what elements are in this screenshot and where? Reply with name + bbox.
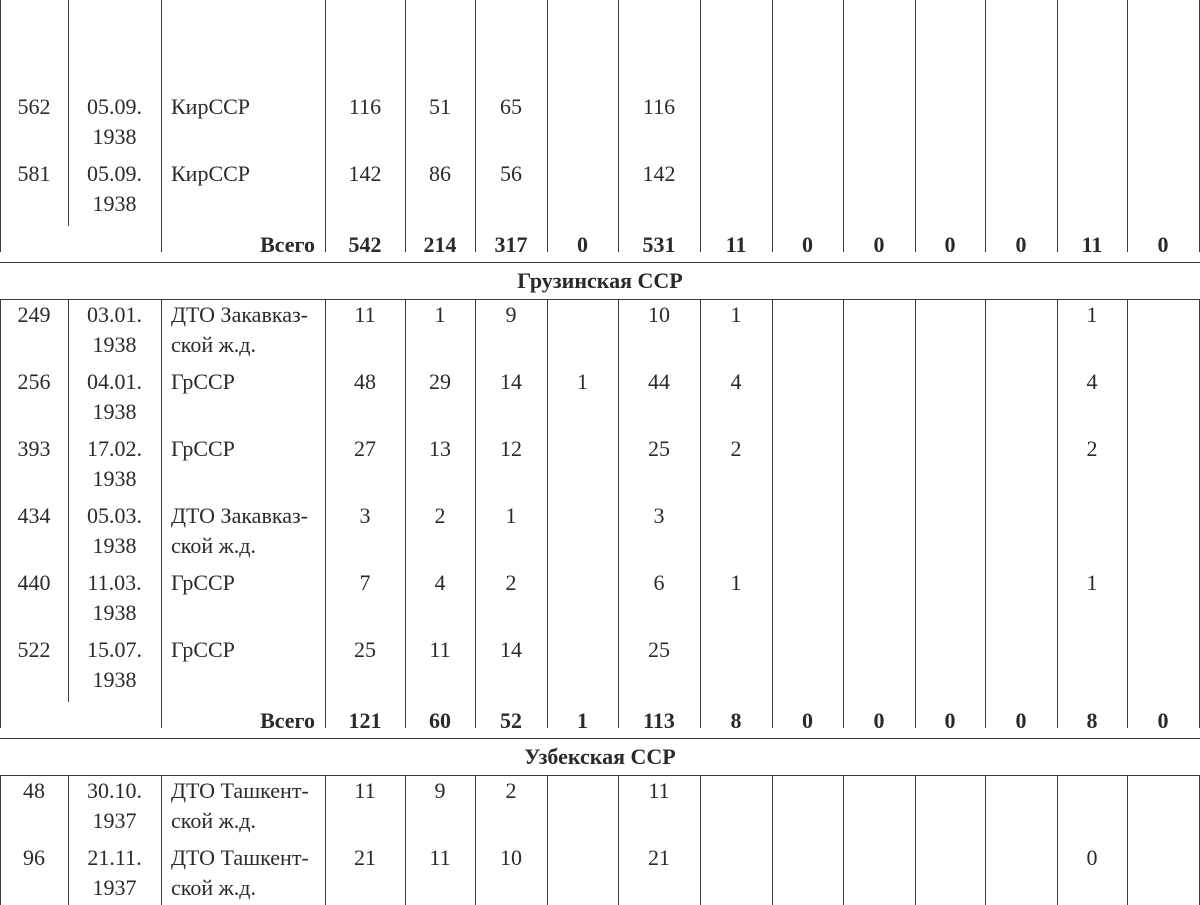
column-rule: [618, 0, 619, 252]
row-number: 48: [23, 778, 45, 803]
row-value: 10: [648, 302, 670, 327]
column-rule: [915, 776, 916, 905]
row-date-day-month: 05.03.: [87, 503, 142, 528]
row-number: 522: [17, 637, 51, 662]
row-value: 56: [500, 161, 522, 186]
column-rule: [1127, 0, 1128, 252]
row-organization: ДТО Ташкент-: [171, 778, 309, 803]
row-number: 581: [17, 161, 51, 186]
row-value: 25: [648, 637, 670, 662]
row-organization: ГрССР: [171, 436, 235, 461]
row-value: 25: [354, 637, 376, 662]
row-value: 2: [730, 436, 742, 461]
row-value: 2: [505, 570, 517, 595]
row-date-day-month: 17.02.: [87, 436, 142, 461]
total-value: 8: [730, 708, 742, 733]
total-value: 121: [348, 708, 382, 733]
column-rule: [772, 0, 773, 252]
row-organization-cont: ской ж.д.: [171, 332, 257, 357]
column-rule: [68, 0, 69, 226]
column-rule: [843, 300, 844, 728]
row-value: 0: [1086, 845, 1098, 870]
column-rule: [161, 0, 162, 252]
row-organization: ДТО Закавказ-: [171, 503, 308, 528]
column-rule: [618, 300, 619, 728]
row-organization: КирССР: [171, 94, 251, 119]
row-value: 29: [429, 369, 451, 394]
row-organization: ГрССР: [171, 637, 235, 662]
row-date-year: 1937: [92, 808, 137, 833]
row-value: 11: [648, 778, 670, 803]
row-value: 44: [648, 369, 670, 394]
row-date-year: 1938: [92, 533, 137, 558]
total-value: 214: [423, 232, 457, 257]
total-value: 0: [802, 232, 813, 257]
column-rule: [547, 300, 548, 728]
total-value: 11: [1081, 232, 1103, 257]
row-organization: ДТО Ташкент-: [171, 845, 309, 870]
row-value: 1: [1086, 302, 1098, 327]
row-value: 2: [1086, 436, 1098, 461]
row-number: 96: [23, 845, 45, 870]
row-value: 7: [359, 570, 371, 595]
row-date-day-month: 05.09.: [87, 161, 142, 186]
row-value: 1: [505, 503, 517, 528]
total-value: 0: [1015, 708, 1027, 733]
row-value: 25: [648, 436, 670, 461]
total-value: 0: [1157, 708, 1169, 733]
row-date-year: 1938: [92, 191, 137, 216]
row-value: 51: [429, 94, 451, 119]
column-rule: [547, 776, 548, 905]
total-value: 0: [873, 232, 885, 257]
row-value: 13: [429, 436, 451, 461]
column-rule: [475, 776, 476, 905]
row-number: 440: [17, 570, 51, 595]
column-rule: [325, 776, 326, 905]
total-value: 60: [429, 708, 451, 733]
row-value: 11: [354, 778, 376, 803]
row-value: 4: [1086, 369, 1098, 394]
total-value: 0: [944, 232, 956, 257]
total-value: 531: [642, 232, 676, 257]
column-rule: [700, 0, 701, 252]
column-rule: [772, 776, 773, 905]
row-value: 21: [648, 845, 670, 870]
total-value: 113: [643, 708, 675, 733]
row-organization: КирССР: [171, 161, 251, 186]
row-date-day-month: 05.09.: [87, 94, 142, 119]
column-rule: [475, 0, 476, 252]
row-date-year: 1938: [92, 600, 137, 625]
column-rule: [843, 776, 844, 905]
row-date-day-month: 04.01.: [87, 369, 142, 394]
column-rule: [772, 300, 773, 728]
total-value: 317: [494, 232, 528, 257]
row-number: 393: [17, 436, 51, 461]
row-value: 116: [642, 94, 676, 119]
column-rule: [325, 0, 326, 252]
row-organization: ДТО Закавказ-: [171, 302, 308, 327]
row-value: 142: [348, 161, 382, 186]
row-number: 256: [17, 369, 51, 394]
row-value: 1: [1086, 570, 1098, 595]
column-rule: [405, 300, 406, 728]
row-value: 14: [500, 369, 522, 394]
row-date-day-month: 03.01.: [87, 302, 142, 327]
column-rule: [915, 300, 916, 728]
row-value: 86: [429, 161, 451, 186]
row-value: 3: [653, 503, 665, 528]
row-value: 4: [434, 570, 446, 595]
column-rule: [405, 776, 406, 905]
row-rule: [0, 262, 1200, 263]
row-value: 1: [730, 302, 742, 327]
row-date-year: 1938: [92, 466, 137, 491]
row-value: 2: [434, 503, 446, 528]
section-title: Грузинская ССР: [517, 268, 683, 293]
column-rule: [700, 300, 701, 728]
row-value: 9: [505, 302, 517, 327]
total-label: Всего: [260, 708, 315, 733]
total-value: 0: [1015, 232, 1027, 257]
row-number: 434: [17, 503, 51, 528]
column-rule: [475, 300, 476, 728]
column-rule: [700, 776, 701, 905]
column-rule: [1057, 300, 1058, 728]
row-value: 6: [653, 570, 665, 595]
total-value: 542: [348, 232, 382, 257]
row-date-year: 1938: [92, 667, 137, 692]
row-date-day-month: 30.10.: [87, 778, 142, 803]
row-rule: [0, 738, 1200, 739]
column-rule: [1127, 300, 1128, 728]
column-rule: [161, 300, 162, 728]
total-label: Всего: [260, 232, 315, 257]
total-value: 52: [500, 708, 522, 733]
column-rule: [161, 776, 162, 905]
row-value: 11: [429, 637, 451, 662]
total-value: 0: [1157, 232, 1169, 257]
row-number: 249: [17, 302, 51, 327]
section-title: Узбекская ССР: [524, 744, 676, 769]
row-value: 10: [500, 845, 522, 870]
row-value: 1: [434, 302, 446, 327]
column-rule: [0, 776, 1, 905]
row-value: 11: [429, 845, 451, 870]
column-rule: [547, 0, 548, 252]
total-value: 0: [944, 708, 956, 733]
row-value: 11: [354, 302, 376, 327]
row-date-year: 1938: [92, 124, 137, 149]
row-organization: ГрССР: [171, 570, 235, 595]
row-value: 12: [500, 436, 522, 461]
column-rule: [985, 0, 986, 252]
row-value: 21: [354, 845, 376, 870]
column-rule: [618, 776, 619, 905]
row-date-year: 1938: [92, 399, 137, 424]
row-value: 27: [354, 436, 376, 461]
column-rule: [985, 776, 986, 905]
row-organization-cont: ской ж.д.: [171, 808, 257, 833]
column-rule: [405, 0, 406, 252]
row-date-day-month: 11.03.: [87, 570, 142, 595]
row-value: 3: [359, 503, 371, 528]
row-value: 1: [730, 570, 742, 595]
row-value: 1: [577, 369, 588, 394]
row-organization-cont: ской ж.д.: [171, 875, 257, 900]
column-rule: [1127, 776, 1128, 905]
row-number: 562: [17, 94, 51, 119]
total-value: 0: [873, 708, 885, 733]
row-date-year: 1938: [92, 332, 137, 357]
total-value: 8: [1086, 708, 1098, 733]
total-value: 0: [802, 708, 813, 733]
row-value: 48: [354, 369, 376, 394]
row-value: 65: [500, 94, 522, 119]
total-value: 1: [577, 708, 588, 733]
column-rule: [985, 300, 986, 728]
row-value: 9: [434, 778, 446, 803]
row-value: 142: [642, 161, 676, 186]
column-rule: [843, 0, 844, 252]
column-rule: [915, 0, 916, 252]
row-date-day-month: 21.11.: [87, 845, 142, 870]
column-rule: [325, 300, 326, 728]
row-value: 116: [348, 94, 382, 119]
row-date-year: 1937: [92, 875, 137, 900]
total-value: 0: [577, 232, 588, 257]
row-organization-cont: ской ж.д.: [171, 533, 257, 558]
column-rule: [0, 0, 1, 252]
row-organization: ГрССР: [171, 369, 235, 394]
column-rule: [0, 300, 1, 728]
row-value: 4: [730, 369, 742, 394]
row-value: 2: [505, 778, 517, 803]
column-rule: [68, 776, 69, 905]
column-rule: [68, 300, 69, 702]
row-value: 14: [500, 637, 522, 662]
row-date-day-month: 15.07.: [87, 637, 142, 662]
column-rule: [1057, 0, 1058, 252]
column-rule: [1057, 776, 1058, 905]
total-value: 11: [725, 232, 747, 257]
